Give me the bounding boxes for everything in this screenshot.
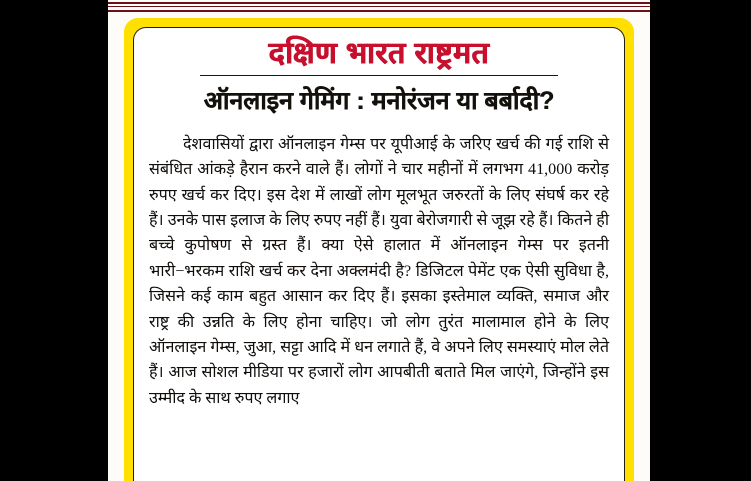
article-headline: ऑनलाइन गेमिंग : मनोरंजन या बर्बादी? [203, 86, 555, 115]
left-gutter [0, 0, 108, 481]
top-rule-2 [108, 6, 650, 7]
clipping-column [108, 0, 650, 481]
article-body [149, 132, 609, 411]
top-rule-1 [108, 2, 650, 4]
right-gutter [650, 0, 751, 481]
article-paragraph: देशवासियों द्वारा ऑनलाइन गेम्स पर यूपीआई के जरिए खर्च की गई राशि से संबंधित आंकड़े हैरान करने वाले हैं। लोगों ने चार महीनों में लगभग 41,000 करोड़ रुपए खर्च कर दिए। इस देश में लाखों लोग मूलभूत जरुरतों के लिए संघर्ष कर रहे हैं। उनके पास इलाज के लिए रुपए नहीं हैं। युवा बेरोजगारी से जूझ रहे हैं। कितने ही बच्चे कुपोषण से ग्रस्त हैं। क्या ऐसे हालात में ऑनलाइन गेम्स पर इतनी भारी−भरकम राशि खर्च कर देना अक्लमंदी है? डिजिटल पेमेंट एक ऐसी सुविधा है, जिसने कई काम बहुत आसान कर दिए हैं। इसका इस्तेमाल व्यक्ति, समाज और राष्ट्र की उन्नति के लिए होना चाहिए। जो लोग तुरंत मालामाल होने के लिए ऑनलाइन गेम्स, जुआ, सट्टा आदि में धन लगाते हैं, वे अपने लिए समस्याएं मोल लेते हैं। आज सोशल मीडिया पर हजारों लोग आपबीती बताते मिल जाएंगे, जिन्होंने इस उम्मीद के साथ रुपए लगाए [149, 135, 609, 407]
masthead-divider [200, 75, 559, 76]
article-card [133, 27, 625, 481]
top-rule-stack [108, 0, 650, 16]
yellow-border-frame [124, 18, 634, 481]
publication-masthead: दक्षिण भारत राष्ट्रमत [268, 37, 490, 70]
top-rule-3 [108, 10, 650, 12]
